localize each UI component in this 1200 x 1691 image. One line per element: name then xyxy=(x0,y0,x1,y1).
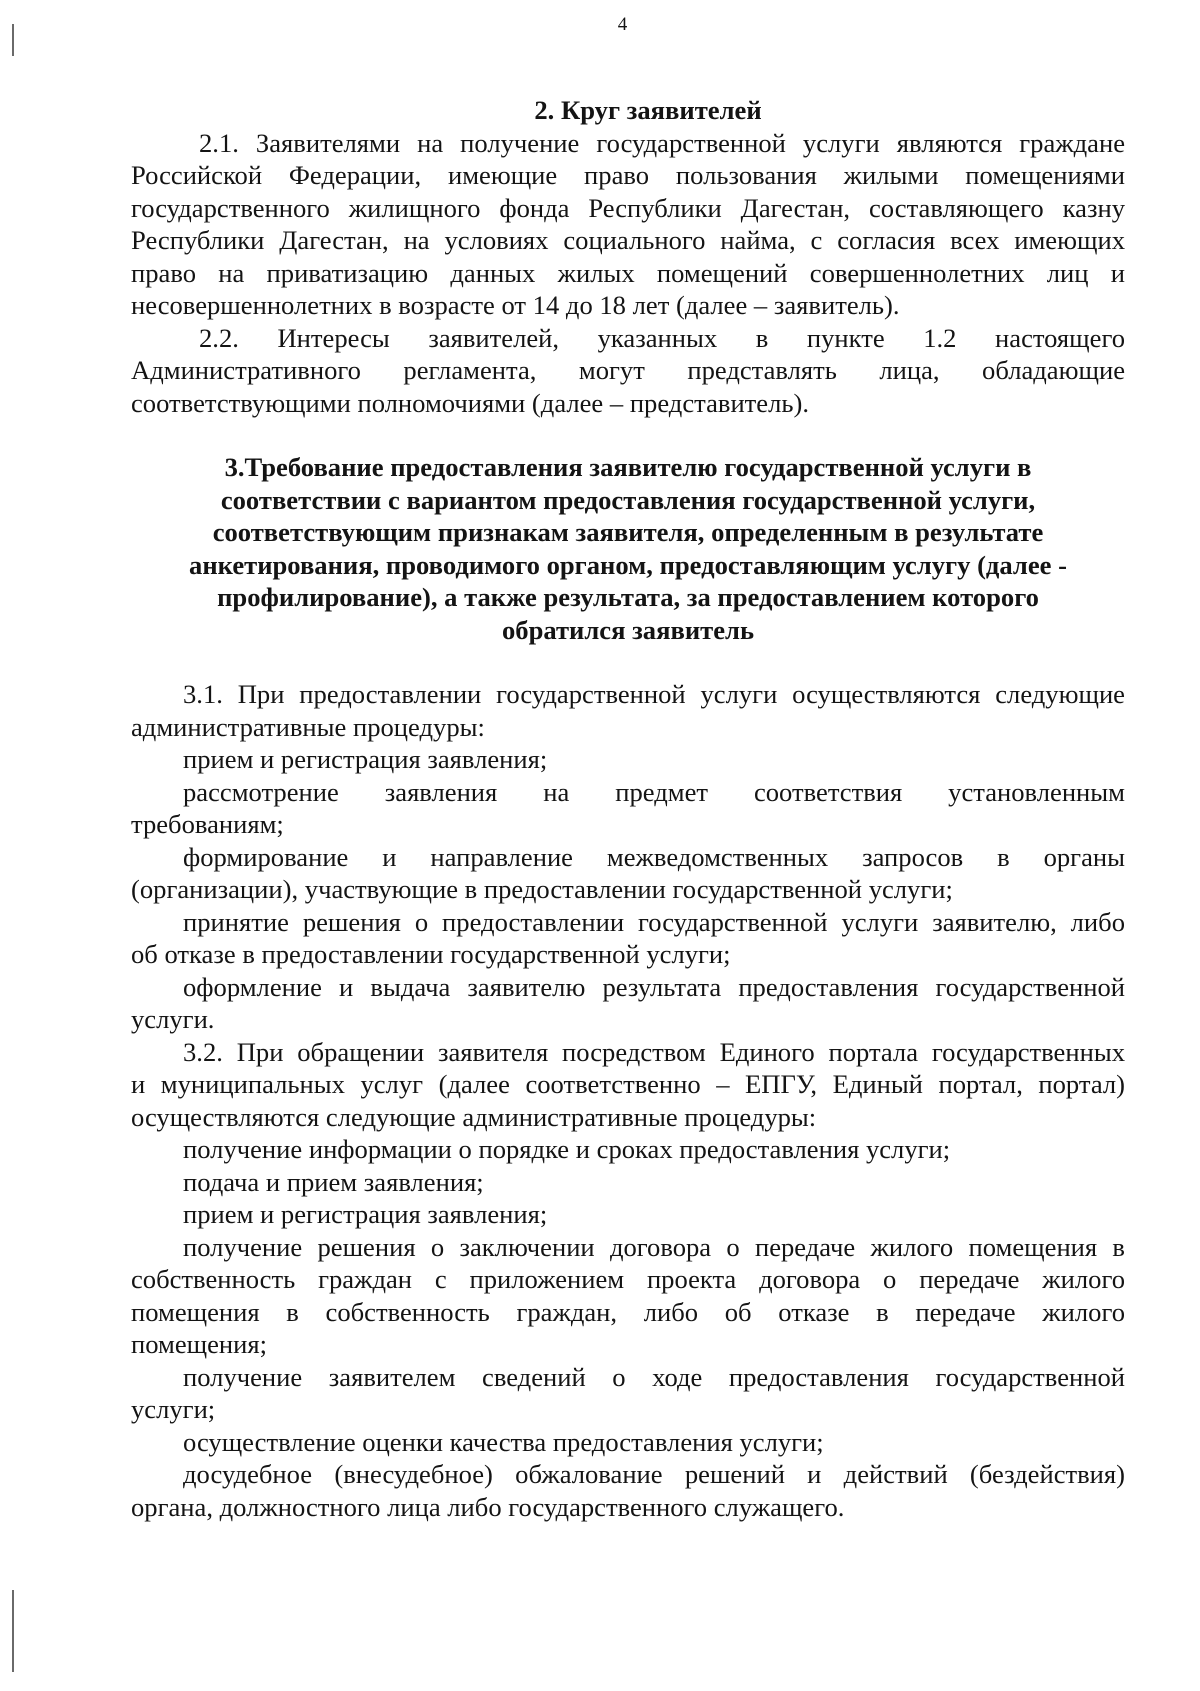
heading-line: обратился заявитель xyxy=(501,614,755,645)
list-item-line: прием и регистрация заявления; xyxy=(183,1199,548,1229)
list-item-line: принятие решения о предоставлении государственной услуги заявителю, либо xyxy=(183,906,1125,937)
list-item-line: досудебное (внесудебное) обжалование решений и действий (бездействия) xyxy=(183,1459,1125,1489)
list-item-line: получение информации о порядке и сроках предоставления услуги; xyxy=(183,1134,951,1164)
paragraph-line: Российской Федерации, имеющие право пользования жилыми помещениями xyxy=(131,160,1125,190)
list-item-line: получение решения о заключении договора о передаче жилого помещения в xyxy=(183,1231,1125,1262)
list-item-line: получение заявителем сведений о ходе предоставления государственной xyxy=(183,1361,1125,1392)
list-item-line: оформление и выдача заявителю результата предоставления государственной xyxy=(183,971,1125,1002)
section-3-heading xyxy=(131,451,1125,646)
list-item-line: помещения в собственность граждан, либо об отказе в передаче жилого xyxy=(131,1296,1125,1327)
list-item-line: (организации), участвующие в предоставлении государственной услуги; xyxy=(131,874,953,904)
list-item-line: формирование и направление межведомственных запросов в органы xyxy=(183,841,1125,872)
heading-line: соответствующим признакам заявителя, определенным в результате xyxy=(212,517,1044,547)
paragraph-line: 3.2. При обращении заявителя посредством Единого портала государственных xyxy=(183,1036,1125,1067)
document-body xyxy=(131,94,1125,1523)
list-item-line: органа, должностного лица либо государственного служащего. xyxy=(131,1491,845,1522)
paragraph-line: право на приватизацию данных жилых помещений совершеннолетних лиц и xyxy=(131,257,1125,288)
section-2-body xyxy=(131,127,1125,420)
list-item-line: требованиям; xyxy=(131,809,284,839)
scan-edge-mark xyxy=(12,1590,14,1672)
paragraph-line: государственного жилищного фонда Республики Дагестан, составляющего казну xyxy=(131,192,1125,223)
list-item-line: услуги; xyxy=(131,1394,216,1424)
list-item-line: подача и прием заявления; xyxy=(183,1166,484,1197)
paragraph-line: административные процедуры: xyxy=(131,711,485,742)
list-item-line: прием и регистрация заявления; xyxy=(183,744,548,774)
page-number: 4 xyxy=(617,14,628,35)
paragraph-line: Республики Дагестан, на условиях социального найма, с согласия всех имеющих xyxy=(131,225,1125,255)
section-3-body xyxy=(131,678,1125,1523)
paragraph-line: 2.2. Интересы заявителей, указанных в пункте 1.2 настоящего xyxy=(199,322,1125,353)
heading-line: анкетирования, проводимого органом, предоставляющим услугу (далее - xyxy=(189,549,1067,580)
list-item-line: помещения; xyxy=(131,1329,268,1359)
paragraph-line: 3.1. При предоставлении государственной услуги осуществляются следующие xyxy=(183,679,1125,709)
heading-line: 3.Требование предоставления заявителю государственной услуги в xyxy=(224,452,1032,482)
paragraph-line: Административного регламента, могут представлять лица, обладающие xyxy=(131,355,1125,385)
list-item-line: об отказе в предоставлении государственной услуги; xyxy=(131,939,731,969)
paragraph-line: и муниципальных услуг (далее соответственно – ЕПГУ, Единый портал, портал) xyxy=(131,1069,1125,1099)
section-2-heading: 2. Круг заявителей xyxy=(534,95,762,125)
paragraph-line: соответствующими полномочиями (далее – представитель). xyxy=(131,387,810,418)
list-item-line: услуги. xyxy=(131,1004,215,1034)
list-item-line: осуществление оценки качества предоставления услуги; xyxy=(183,1426,824,1457)
paragraph-line: несовершеннолетних в возрасте от 14 до 18 лет (далее – заявитель). xyxy=(131,290,900,320)
heading-line: соответствии с вариантом предоставления государственной услуги, xyxy=(220,484,1036,515)
paragraph-line: осуществляются следующие административные процедуры: xyxy=(131,1101,817,1132)
list-item-line: собственность граждан с приложением проекта договора о передаче жилого xyxy=(131,1264,1125,1294)
heading-line: профилирование), а также результата, за предоставлением которого xyxy=(217,582,1039,612)
list-item-line: рассмотрение заявления на предмет соответствия установленным xyxy=(183,776,1125,807)
paragraph-line: 2.1. Заявителями на получение государственной услуги являются граждане xyxy=(199,127,1125,158)
